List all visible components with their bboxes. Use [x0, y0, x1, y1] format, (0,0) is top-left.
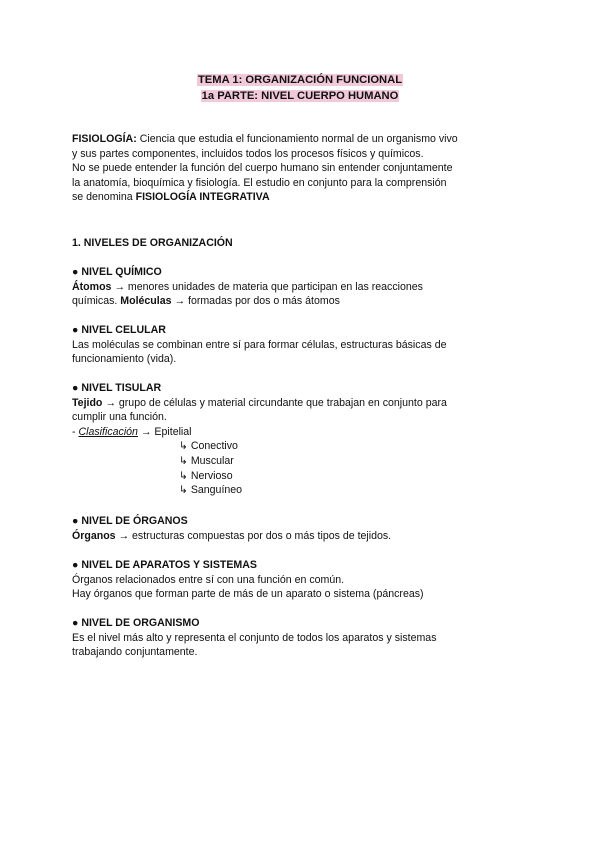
tisular-line-2: cumplir una función. [72, 411, 167, 424]
quimico-text-3: → formadas por dos o más átomos [171, 295, 340, 308]
document-title [0, 72, 600, 104]
nivel-organos [72, 514, 542, 543]
celular-heading: ● NIVEL CELULAR [72, 324, 166, 336]
organismo-line-1: Es el nivel más alto y representa el conjunto de todos los aparatos y sistemas [72, 631, 437, 644]
aparatos-heading: ● NIVEL DE APARATOS Y SISTEMAS [72, 559, 257, 571]
nivel-celular [72, 323, 542, 367]
quimico-text-2: químicas. [72, 295, 121, 308]
intro-def-5: se denomina [72, 191, 136, 204]
organos-term: Órganos [72, 529, 116, 542]
aparatos-line-1: Órganos relacionados entre sí con una función en común. [72, 573, 345, 586]
intro-def-3: No se puede entender la función del cuerpo humano sin entender conjuntamente [72, 162, 453, 175]
celular-line-2: funcionamiento (vida). [72, 353, 177, 366]
intro-paragraph [72, 132, 542, 205]
tisular-text-1: → grupo de células y material circundante que trabajan en conjunto para [102, 396, 447, 409]
nivel-quimico [72, 265, 542, 309]
tisular-sub-nervioso: ↳ Nervioso [179, 469, 233, 482]
nivel-organismo [72, 616, 542, 660]
intro-def-4: la anatomía, bioquímica y fisiología. El estudio en conjunto para la comprensión [72, 176, 447, 189]
intro-def-2: y sus partes componentes, incluidos todos los procesos físicos y químicos. [72, 147, 424, 160]
organos-text: → estructuras compuestas por dos o más tipos de tejidos. [115, 529, 392, 542]
intro-def-1: Ciencia que estudia el funcionamiento normal de un organismo vivo [136, 133, 458, 145]
quimico-text-1: → menores unidades de materia que participan en las reacciones [111, 280, 423, 293]
tisular-heading: ● NIVEL TISULAR [72, 382, 162, 394]
tisular-term: Tejido [72, 396, 103, 409]
celular-line-1: Las moléculas se combinan entre sí para formar células, estructuras básicas de [72, 338, 447, 351]
intro-term: FISIOLOGÍA: [72, 133, 137, 145]
intro-def-5-bold: FISIOLOGÍA INTEGRATIVA [135, 191, 270, 204]
title-line-1: TEMA 1: ORGANIZACIÓN FUNCIONAL [197, 74, 403, 86]
nivel-aparatos [72, 558, 542, 602]
section-1 [72, 236, 542, 251]
quimico-heading: ● NIVEL QUÍMICO [72, 266, 162, 278]
nivel-tisular [72, 381, 542, 498]
tisular-clasificacion: Clasificación [78, 425, 138, 438]
organismo-line-2: trabajando conjuntamente. [72, 646, 198, 659]
quimico-term-2: Moléculas [120, 295, 172, 308]
section-1-heading: 1. NIVELES DE ORGANIZACIÓN [72, 237, 233, 249]
organismo-heading: ● NIVEL DE ORGANISMO [72, 617, 200, 629]
tisular-sub-muscular: ↳ Muscular [179, 454, 234, 467]
quimico-term-1: Átomos [72, 280, 112, 293]
title-line-2: 1a PARTE: NIVEL CUERPO HUMANO [201, 90, 399, 102]
tisular-epitelial: → Epitelial [137, 425, 192, 438]
aparatos-line-2: Hay órganos que forman parte de más de un aparato o sistema (páncreas) [72, 588, 424, 601]
tisular-sub-sanguineo: ↳ Sanguíneo [179, 484, 243, 497]
tisular-sub-conectivo: ↳ Conectivo [179, 440, 238, 453]
organos-heading: ● NIVEL DE ÓRGANOS [72, 515, 188, 527]
tisular-dash: - [72, 425, 79, 438]
